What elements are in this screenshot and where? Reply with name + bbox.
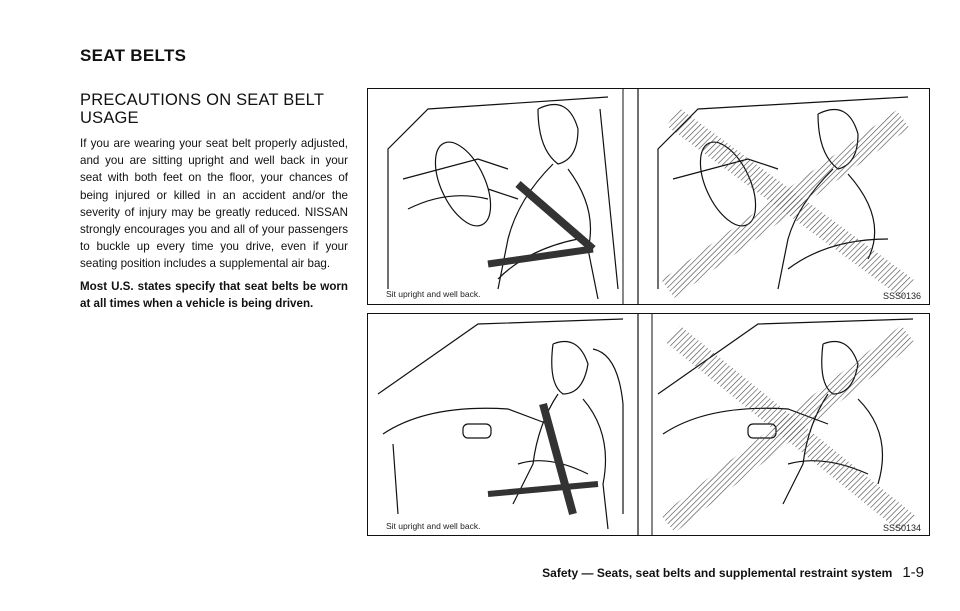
figure-code: SSS0134 (882, 523, 921, 533)
page-footer (542, 564, 924, 581)
figure-sss0134 (367, 313, 930, 536)
subheading: PRECAUTIONS ON SEAT BELT USAGE (80, 91, 324, 127)
shoulder-belt (543, 404, 573, 514)
text-column (80, 91, 348, 317)
paragraph: If you are wearing your seat belt properly adjusted, and you are sitting upright and well back in your seat with both feet on the floor, your chances of being injured or killed in an accident and/or the severity of injury may be greatly reduced. NISSAN strongly encourages you and all of your passengers to buckle up every time you drive, even if your seating position includes a supplemental air bag. (80, 137, 348, 271)
figure-code: SSS0136 (882, 291, 921, 301)
shoulder-belt (518, 184, 593, 249)
driver-posture-illustration (368, 89, 929, 304)
passenger-posture-illustration (368, 314, 929, 535)
lap-belt (488, 484, 598, 494)
correct-posture-drawing (388, 97, 618, 299)
bold-paragraph: Most U.S. states specify that seat belts be worn at all times when a vehicle is being driven. (80, 279, 348, 310)
figure-caption: Sit upright and well back. (386, 289, 481, 299)
section-title: SEAT BELTS (80, 46, 187, 65)
footer-title: Safety — Seats, seat belts and supplemental restraint system (542, 566, 893, 580)
lap-belt (488, 249, 593, 264)
figure-sss0136 (367, 88, 930, 305)
page-number: 1-9 (902, 564, 924, 581)
figure-caption: Sit upright and well back. (386, 521, 481, 531)
correct-posture-drawing (378, 319, 623, 529)
